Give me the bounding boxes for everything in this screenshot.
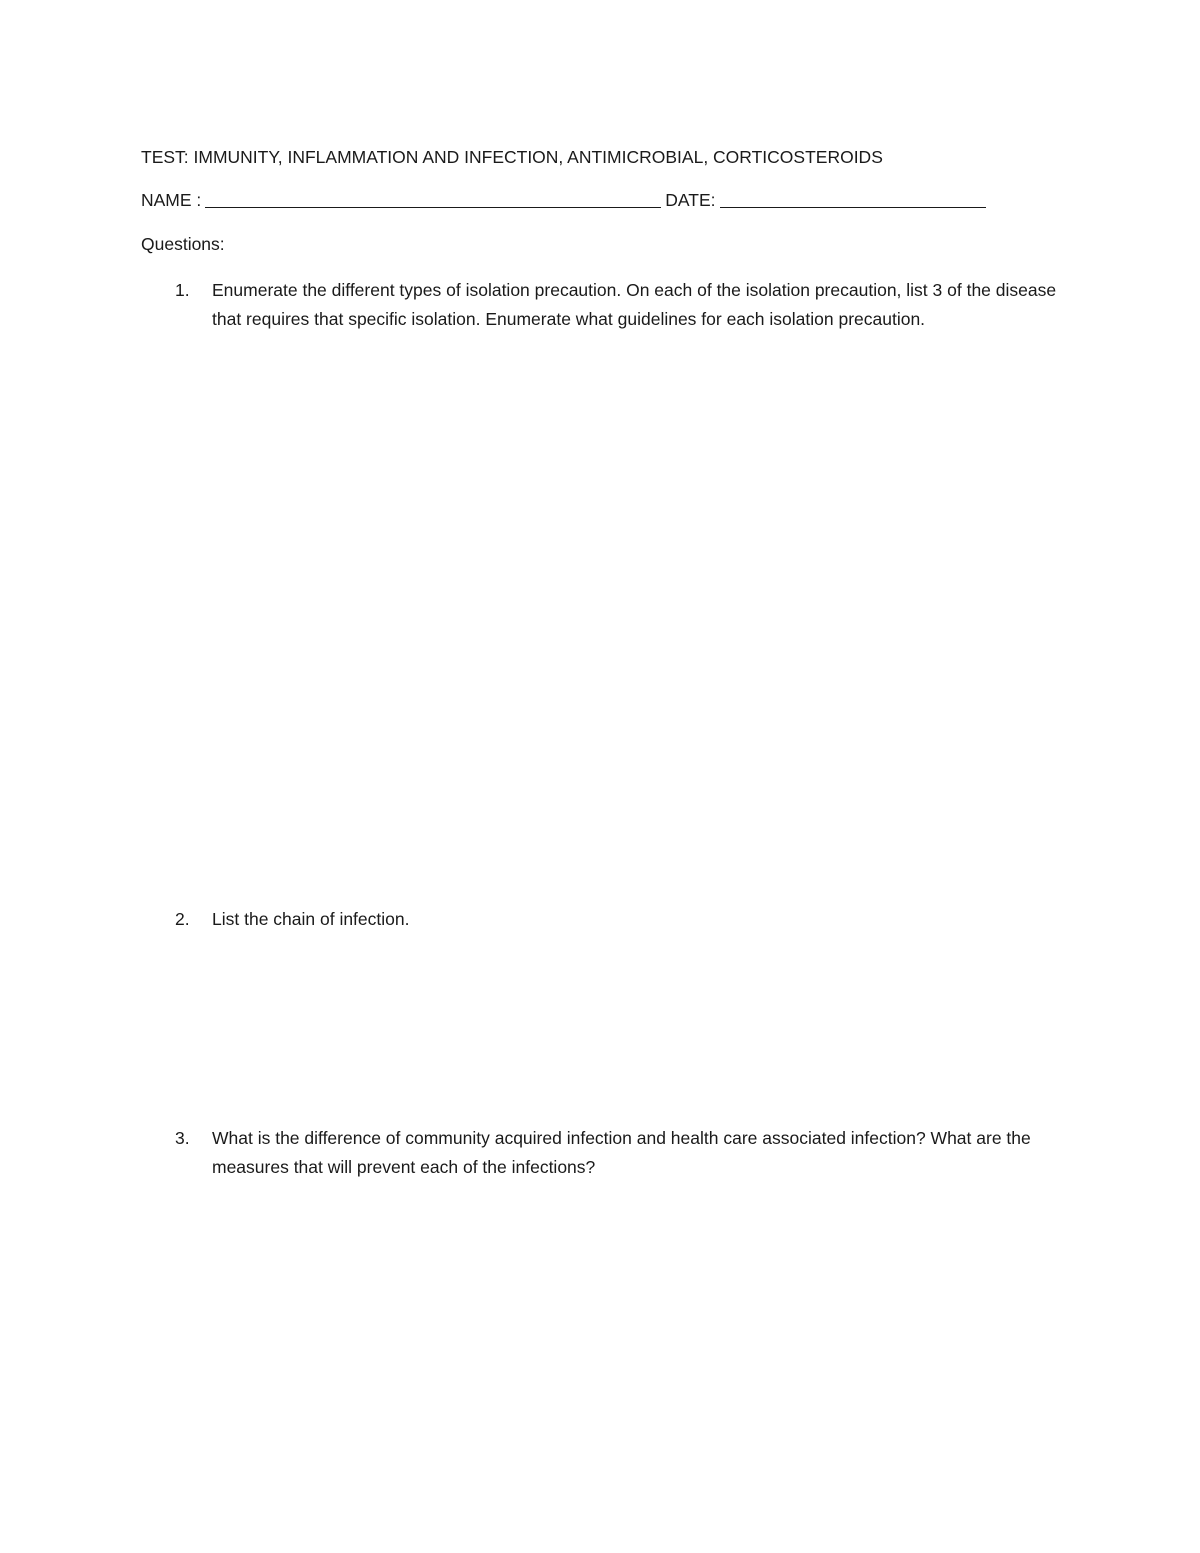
date-label: DATE:	[665, 190, 716, 210]
name-blank-line[interactable]	[205, 190, 661, 208]
question-number: 3.	[175, 1128, 190, 1148]
questions-heading: Questions:	[141, 234, 225, 254]
question-text: List the chain of infection.	[212, 909, 410, 929]
question-number: 2.	[175, 909, 190, 929]
name-label: NAME :	[141, 190, 202, 210]
date-blank-line[interactable]	[720, 190, 986, 208]
name-date-row	[141, 189, 990, 211]
test-title: TEST: IMMUNITY, INFLAMMATION AND INFECTION, ANTIMICROBIAL, CORTICOSTEROIDS	[141, 147, 883, 167]
question-1	[141, 276, 1062, 333]
question-number: 1.	[175, 280, 190, 300]
question-text: Enumerate the different types of isolation precaution. On each of the isolation precaution, list 3 of the disease that requires that specific isolation. Enumerate what guidelines for each isolation precaution.	[212, 280, 1057, 329]
question-3	[141, 1124, 1062, 1181]
question-text: What is the difference of community acquired infection and health care associated infection? What are the measures that will prevent each of the infections?	[212, 1128, 1031, 1177]
question-2	[141, 905, 1062, 934]
